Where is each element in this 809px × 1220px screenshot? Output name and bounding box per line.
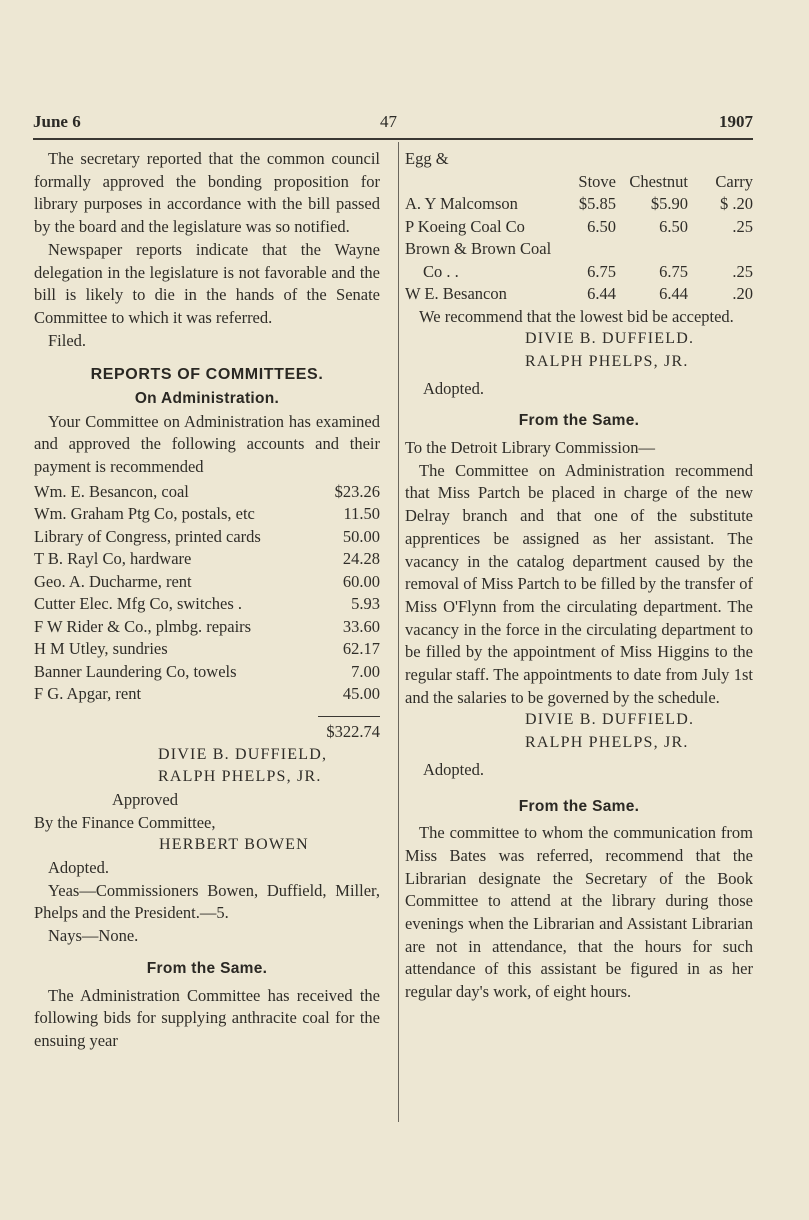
paragraph-recommend-lowest: We recommend that the lowest bid be accepted. [419, 306, 734, 326]
bid-chestnut: $5.90 [650, 194, 688, 213]
column-divider [398, 142, 399, 1122]
account-amount: $23.26 [334, 481, 380, 501]
column-header-egg: Egg & [405, 149, 449, 168]
paragraph-partch: The Committee on Administration recommend that Miss Partch be placed in charge of the new Delray branch and that one of the substitute apprentices be assigned as her assistant. The vacancy in the catalog department caused by the removal of Miss Partch to be filled by the transfer of Miss O'Flynn from the circulating department. The vacancy in the force in the circulating department to be filled by the appointment of Miss Higgins to the regular staff. The appointments to date from July 1st and the salaries to be governed by the schedule. [405, 460, 753, 707]
account-item: T B. Rayl Co, hardware [34, 549, 192, 569]
bidder-name: Co . . [423, 261, 459, 281]
paragraph-newspaper: Newspaper reports indicate that the Wayne delegation in the legislature is not favorable and the bill is likely to die in the hands of the Senate Committee to which it was referred. [34, 239, 380, 327]
account-amount: 24.28 [342, 549, 380, 569]
account-item: Library of Congress, printed cards [34, 526, 261, 546]
subheading-administration: On Administration. [134, 390, 280, 408]
header-year: 1907 [719, 112, 753, 131]
column-header-name [405, 171, 571, 194]
account-item: Geo. A. Ducharme, rent [34, 571, 192, 591]
table-header-row [405, 171, 753, 194]
accounts-table [34, 481, 380, 706]
account-amount: 11.50 [343, 504, 380, 524]
column-header-stove: Stove [578, 171, 616, 191]
table-row [34, 616, 380, 639]
signature-phelps: RALPH PHELPS, JR. [525, 734, 689, 752]
nays-vote: Nays—None. [48, 926, 139, 946]
paragraph-bonding: The secretary reported that the common council formally approved the bonding proposition for library purposes in accordance with the bill passed by the board and the legislature was so notified. [34, 149, 380, 237]
account-item: Banner Laundering Co, towels [34, 661, 237, 681]
column-header-chestnut: Chestnut [629, 171, 688, 191]
table-row [405, 216, 753, 239]
account-item: F W Rider & Co., plmbg. repairs [34, 616, 252, 636]
finance-committee-line: By the Finance Committee, [34, 812, 216, 832]
filed-note: Filed. [48, 330, 87, 350]
address-line: To the Detroit Library Commission— [405, 438, 655, 458]
account-amount: 45.00 [342, 684, 380, 704]
table-row [34, 571, 380, 594]
bid-stove: $5.85 [578, 194, 616, 213]
bid-carry: .25 [732, 261, 753, 281]
header-date: June 6 [33, 112, 81, 131]
table-row [34, 481, 380, 504]
account-item: H M Utley, sundries [34, 639, 168, 659]
total-rule [318, 716, 380, 717]
bid-stove: 6.44 [587, 284, 616, 303]
bidder-name: W E. Besancon [405, 284, 507, 303]
heading-from-same: From the Same. [518, 797, 640, 815]
bidder-name: Brown & Brown Coal [405, 239, 552, 258]
section-heading-reports: REPORTS OF COMMITTEES. [90, 366, 324, 384]
header-rule [33, 138, 753, 140]
table-row [34, 526, 380, 549]
account-item: Wm. E. Besancon, coal [34, 481, 189, 501]
adopted-note: Adopted. [423, 378, 484, 398]
adopted-note: Adopted. [48, 858, 109, 878]
bid-carry: .25 [732, 216, 753, 236]
page-number: 47 [380, 112, 397, 131]
bid-chestnut: 6.50 [659, 216, 688, 236]
right-column [405, 148, 753, 1004]
bidder-name: A. Y Malcomson [405, 194, 518, 213]
heading-from-same: From the Same. [518, 412, 640, 430]
bid-stove: 6.50 [587, 216, 616, 236]
bid-stove: 6.75 [587, 261, 616, 281]
bidder-name: P Koeing Coal Co [405, 216, 525, 236]
table-row [405, 193, 753, 216]
table-row [405, 238, 753, 261]
table-row [34, 683, 380, 706]
left-column [34, 148, 380, 1053]
account-amount: 5.93 [351, 594, 380, 614]
table-row [405, 261, 753, 284]
coal-bids-table [405, 148, 753, 306]
account-amount: 60.00 [342, 571, 380, 591]
accounts-total: $322.74 [326, 721, 380, 741]
table-row [34, 638, 380, 661]
account-amount: 62.17 [342, 639, 380, 659]
approved-label: Approved [112, 789, 178, 809]
column-header-carry: Carry [715, 171, 753, 191]
paragraph-bates: The committee to whom the communication from Miss Bates was referred, recommend that the Librarian designate the Secretary of the Book Committee to attend at the library during those evenings when the Librarian and Assistant Librarian are not in attendance, that the hours for such attendance of this assistant be figured in as her regular day's work, of eight hours. [405, 823, 753, 1002]
bid-chestnut: 6.75 [659, 261, 688, 281]
account-amount: 7.00 [351, 661, 380, 681]
bid-carry: .20 [732, 284, 753, 303]
account-item: Cutter Elec. Mfg Co, switches . [34, 594, 243, 614]
signature-phelps: RALPH PHELPS, JR. [158, 768, 322, 786]
signature-duffield: DIVIE B. DUFFIELD. [525, 711, 695, 729]
paragraph-admin-intro: Your Committee on Administration has examined and approved the following accounts and their payment is recommended [34, 411, 380, 477]
adopted-note: Adopted. [423, 759, 484, 779]
account-item: Wm. Graham Ptg Co, postals, etc [34, 504, 255, 524]
account-amount: 33.60 [342, 616, 380, 636]
signature-duffield: DIVIE B. DUFFIELD, [158, 745, 328, 763]
table-row [34, 548, 380, 571]
heading-from-same: From the Same. [146, 959, 268, 977]
account-item: F G. Apgar, rent [34, 684, 142, 704]
table-header-row [405, 148, 753, 171]
paragraph-bids-intro: The Administration Committee has received the following bids for supplying anthracite coal for the ensuing year [34, 985, 380, 1050]
table-row [34, 503, 380, 526]
bid-chestnut: 6.44 [659, 284, 688, 303]
signature-bowen: HERBERT BOWEN [159, 836, 309, 854]
bid-carry: $ .20 [720, 194, 753, 213]
yeas-vote: Yeas—Commissioners Bowen, Duffield, Miller, Phelps and the President.—5. [34, 880, 380, 923]
table-row [34, 661, 380, 684]
table-row [34, 593, 380, 616]
account-amount: 50.00 [342, 526, 380, 546]
table-row [405, 283, 753, 306]
signature-phelps: RALPH PHELPS, JR. [525, 352, 689, 370]
signature-duffield: DIVIE B. DUFFIELD. [525, 330, 695, 348]
